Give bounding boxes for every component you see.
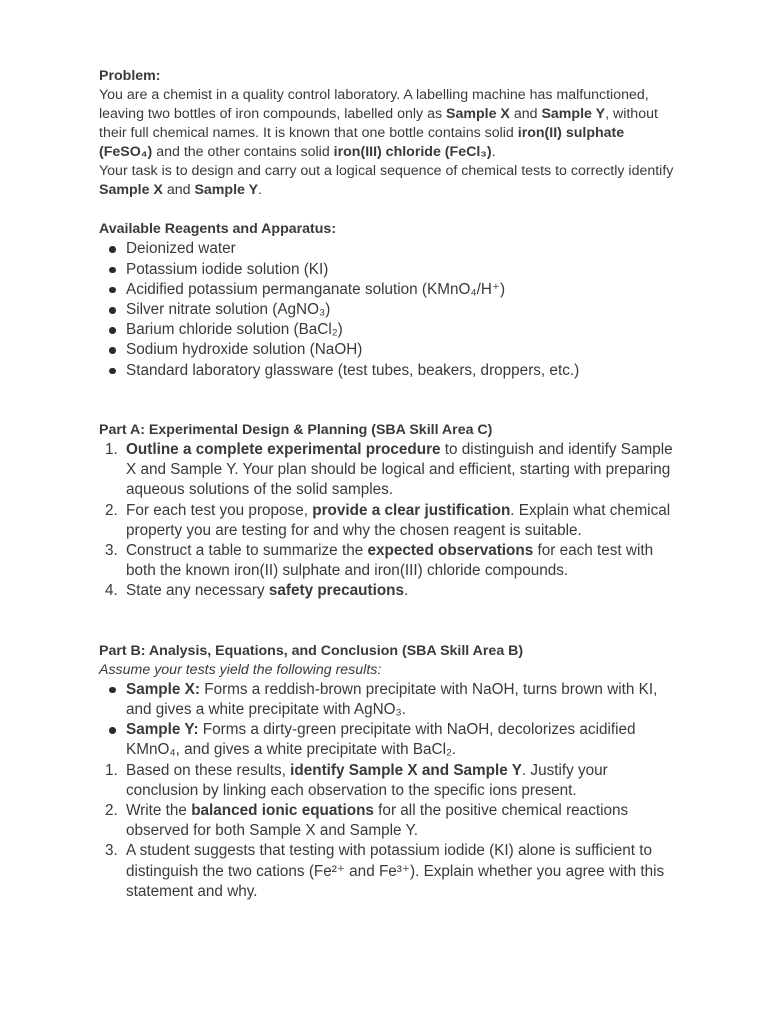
item-number: 2. bbox=[105, 802, 118, 820]
item-bold: expected observations bbox=[367, 542, 534, 560]
reagents-list bbox=[99, 239, 679, 380]
item-post: for each test with both the known iron(II) sulphate and iron(III) chloride compounds. bbox=[126, 542, 654, 580]
intro-text-3: and the other contains solid bbox=[152, 144, 334, 161]
part-b-list bbox=[99, 761, 679, 902]
item-post: . Explain what chemical property you are testing for and why the chosen reagent is suitable. bbox=[126, 501, 671, 539]
item-pre: Construct a table to summarize the bbox=[126, 542, 368, 560]
item-number: 1. bbox=[105, 441, 118, 459]
item-pre: Write the bbox=[126, 802, 192, 820]
list-item: Deionized water bbox=[99, 239, 679, 259]
item-pre: A student suggests that testing with potassium iodide (KI) alone is sufficient to distinguish the two cations (Fe²⁺ and Fe³⁺). Explain whether you agree with this statement and why. bbox=[126, 842, 665, 900]
item-bold: provide a clear justification bbox=[312, 501, 511, 519]
list-item: Silver nitrate solution (AgNO₃) bbox=[99, 300, 679, 320]
list-item: Standard laboratory glassware (test tubes, beakers, droppers, etc.) bbox=[99, 361, 679, 381]
list-item: Sodium hydroxide solution (NaOH) bbox=[99, 340, 679, 360]
list-item bbox=[99, 761, 679, 801]
reagents-heading: Available Reagents and Apparatus: bbox=[99, 221, 337, 238]
part-b-subheading: Assume your tests yield the following results: bbox=[99, 661, 382, 678]
list-item bbox=[99, 720, 679, 760]
result-label: Sample Y: bbox=[126, 721, 199, 739]
period: . bbox=[491, 144, 496, 161]
list-item bbox=[99, 581, 679, 601]
part-a-heading: Part A: Experimental Design & Planning (SBA Skill Area C) bbox=[99, 421, 493, 438]
fecl3-label: iron(III) chloride (FeCl₃) bbox=[333, 144, 492, 161]
result-text: Forms a reddish-brown precipitate with NaOH, turns brown with KI, and gives a white precipitate with AgNO₃. bbox=[126, 680, 658, 719]
result-label: Sample X: bbox=[126, 680, 200, 698]
item-post: . bbox=[404, 582, 409, 600]
item-pre: For each test you propose, bbox=[126, 501, 313, 519]
item-pre: Based on these results, bbox=[126, 761, 291, 779]
item-pre: State any necessary bbox=[126, 582, 269, 600]
item-number: 3. bbox=[105, 842, 118, 860]
problem-task bbox=[99, 162, 679, 200]
item-bold: identify Sample X and Sample Y bbox=[290, 761, 522, 779]
document-page bbox=[99, 66, 679, 902]
item-bold: Outline a complete experimental procedure bbox=[126, 441, 441, 459]
result-text: Forms a dirty-green precipitate with NaOH, decolorizes acidified KMnO₄, and gives a white precipitate with BaCl₂. bbox=[126, 721, 636, 759]
task-sample-x: Sample X bbox=[99, 182, 163, 199]
list-item bbox=[99, 801, 679, 841]
list-item bbox=[99, 440, 679, 501]
item-number: 1. bbox=[105, 761, 118, 779]
part-b-heading: Part B: Analysis, Equations, and Conclusion (SBA Skill Area B) bbox=[99, 642, 524, 659]
list-item: Acidified potassium permanganate solution (KMnO₄/H⁺) bbox=[99, 280, 679, 300]
task-end: . bbox=[258, 182, 263, 199]
item-bold: balanced ionic equations bbox=[191, 802, 374, 820]
part-b-section bbox=[99, 641, 679, 902]
results-list bbox=[99, 680, 679, 761]
feso4-label: iron(II) sulphate (FeSO₄) bbox=[99, 125, 625, 161]
intro-text-1: You are a chemist in a quality control laboratory. A labelling machine has malfunctioned, leaving two bottles of iron compounds, labelled only as bbox=[99, 87, 649, 123]
sample-x-label: Sample X bbox=[446, 106, 510, 123]
part-a-section bbox=[99, 420, 679, 602]
item-post: for all the positive chemical reactions observed for both Sample X and Sample Y. bbox=[126, 802, 629, 840]
task-and: and bbox=[162, 182, 195, 199]
item-bold: safety precautions bbox=[268, 582, 405, 600]
problem-section bbox=[99, 66, 679, 200]
reagents-section bbox=[99, 219, 679, 381]
task-sample-y: Sample Y bbox=[194, 182, 259, 199]
list-item: Barium chloride solution (BaCl₂) bbox=[99, 320, 679, 340]
list-item bbox=[99, 680, 679, 720]
and-text: and bbox=[509, 106, 542, 123]
list-item: Potassium iodide solution (KI) bbox=[99, 260, 679, 280]
sample-y-label: Sample Y bbox=[541, 106, 606, 123]
problem-heading: Problem: bbox=[99, 68, 161, 84]
list-item bbox=[99, 841, 679, 902]
item-number: 3. bbox=[105, 542, 118, 560]
item-post: . Justify your conclusion by linking each observation to the specific ions present. bbox=[126, 761, 608, 799]
item-number: 2. bbox=[105, 501, 118, 519]
intro-text-2: , without their full chemical names. It is known that one bottle contains solid bbox=[99, 106, 658, 142]
item-post: to distinguish and identify Sample X and Sample Y. Your plan should be logical and efficient, starting with preparing aqueous solutions of the solid samples. bbox=[126, 441, 673, 499]
list-item bbox=[99, 541, 679, 581]
problem-intro bbox=[99, 86, 679, 162]
task-text: Your task is to design and carry out a logical sequence of chemical tests to correctly identify bbox=[99, 163, 674, 180]
list-item bbox=[99, 501, 679, 541]
part-a-list bbox=[99, 440, 679, 602]
item-number: 4. bbox=[105, 582, 118, 600]
